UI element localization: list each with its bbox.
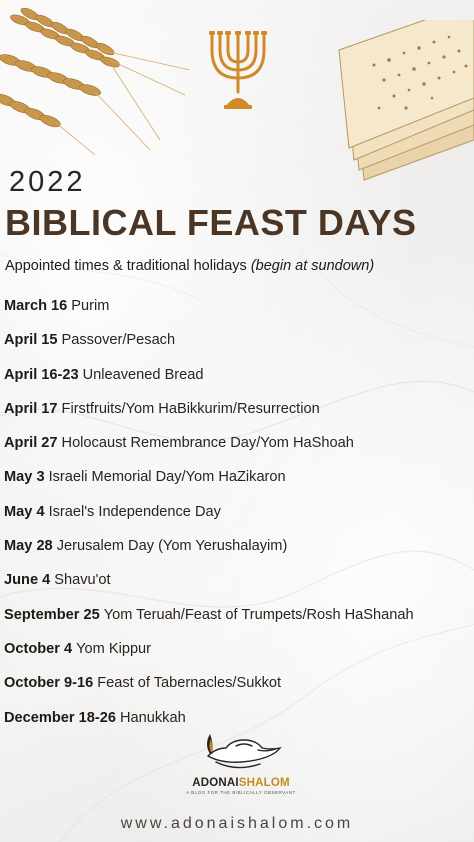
brand-name <box>186 777 296 789</box>
brand-name-part2: SHALOM <box>238 777 290 789</box>
event-name: Jerusalem Day (Yom Yerushalayim) <box>56 538 288 555</box>
event-name: Yom Teruah/Feast of Trumpets/Rosh HaShanah <box>103 606 414 623</box>
event-date: April 15 <box>4 332 58 349</box>
list-item <box>4 298 472 332</box>
list-item <box>4 641 472 675</box>
event-date: May 3 <box>4 469 45 486</box>
event-date: May 4 <box>4 503 45 520</box>
event-date: June 4 <box>4 572 51 589</box>
page-title: BIBLICAL FEAST DAYS <box>5 202 417 243</box>
event-date: April 17 <box>4 400 58 417</box>
event-name: Unleavened Bread <box>82 366 204 383</box>
brand-logo <box>186 726 296 795</box>
list-item <box>4 401 472 435</box>
feast-list <box>4 298 472 744</box>
event-name: Purim <box>71 298 110 314</box>
event-date: October 9-16 <box>4 675 94 692</box>
list-item <box>4 332 472 366</box>
event-name: Israel's Independence Day <box>48 503 221 520</box>
event-name: Feast of Tabernacles/Sukkot <box>97 675 282 692</box>
list-item <box>4 367 472 401</box>
event-name: Israeli Memorial Day/Yom HaZikaron <box>48 469 286 486</box>
event-date: May 28 <box>4 538 53 555</box>
list-item <box>4 607 472 641</box>
menorah-icon <box>208 28 268 110</box>
brand-tagline: A BLOG FOR THE BIBLICALLY OBSERVANT <box>186 790 296 795</box>
subtitle <box>5 258 374 274</box>
event-date: March 16 <box>4 298 68 314</box>
wheat-icon <box>0 0 200 160</box>
list-item <box>4 675 472 709</box>
event-date: October 4 <box>4 640 73 657</box>
event-name: Firstfruits/Yom HaBikkurim/Resurrection <box>61 400 320 417</box>
event-date: April 27 <box>4 435 58 452</box>
subtitle-note: (begin at sundown) <box>250 258 375 274</box>
brand-name-part1: ADONAI <box>192 777 239 789</box>
event-name: Passover/Pesach <box>61 332 176 349</box>
event-date: December 18-26 <box>4 709 116 726</box>
oil-lamp-icon <box>196 726 286 774</box>
subtitle-main: Appointed times & traditional holidays <box>5 258 247 274</box>
list-item <box>4 504 472 538</box>
list-item <box>4 435 472 469</box>
year-heading: 2022 <box>9 166 86 198</box>
event-date: September 25 <box>4 606 100 623</box>
website-url: www.adonaishalom.com <box>120 815 354 832</box>
list-item <box>4 572 472 606</box>
event-date: April 16-23 <box>4 366 79 383</box>
event-name: Yom Kippur <box>76 640 152 657</box>
list-item <box>4 538 472 572</box>
matzah-icon <box>334 20 474 190</box>
list-item <box>4 469 472 503</box>
event-name: Holocaust Remembrance Day/Yom HaShoah <box>61 435 354 452</box>
event-name: Hanukkah <box>119 709 186 726</box>
event-name: Shavu'ot <box>54 572 111 589</box>
